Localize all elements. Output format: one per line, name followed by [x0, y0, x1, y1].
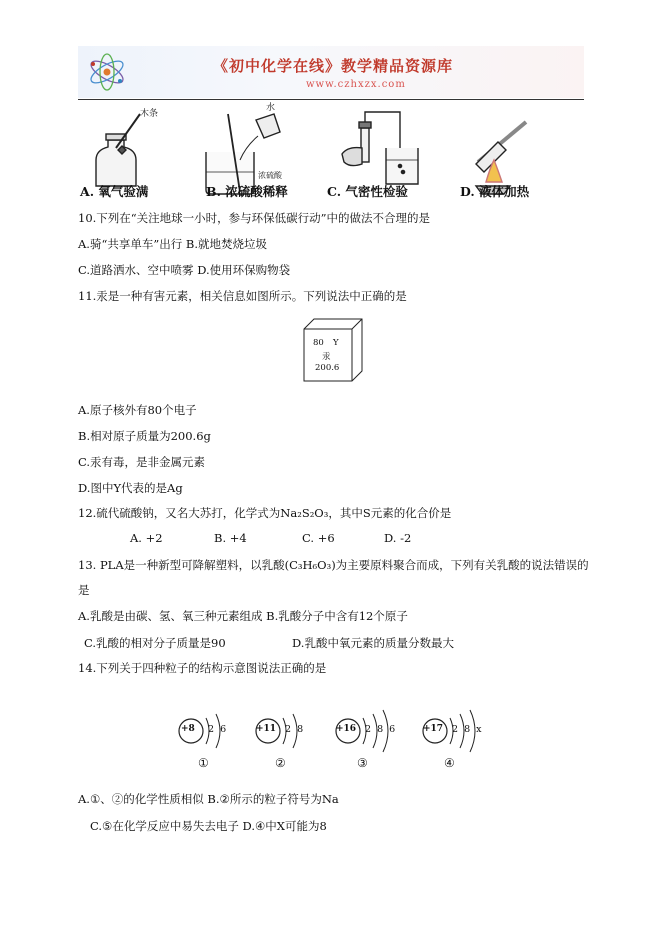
q14-stem: 14.下列关于四种粒子的结构示意图说法正确的是 [78, 661, 327, 675]
q14-line2: C.⑤在化学反应中易失去电子 D.④中X可能为8 [90, 819, 327, 833]
q11-option-d: D.图中Y代表的是Ag [78, 481, 183, 495]
lab-figure [78, 102, 578, 202]
element-cube [303, 318, 363, 384]
q12-option-a: A. +2 [130, 531, 163, 545]
element-name: 汞 [322, 352, 331, 362]
q10-line1: A.骑“共享单车”出行 B.就地焚烧垃圾 [78, 237, 267, 251]
cube-outline-icon [303, 318, 363, 384]
atom-3: +16 2 8 6 ③ [333, 704, 413, 772]
q10-line2: C.道路洒水、空中喷雾 D.使用环保购物袋 [78, 263, 291, 277]
caption-b: B. 浓硫酸稀释 [206, 184, 288, 199]
q11-option-a: A.原子核外有80个电子 [78, 403, 197, 417]
stick-label: 木条 [140, 109, 159, 119]
caption-a: A. 氧气验满 [80, 184, 149, 199]
q13-option-c: C.乳酸的相对分子质量是90 [84, 636, 226, 650]
element-symbol: Y [333, 338, 339, 348]
svg-text:水: 水 [266, 103, 276, 113]
airtight-check-icon [342, 112, 418, 184]
element-mass: 200.6 [315, 363, 340, 373]
atom-4: +17 2 8 x ④ [420, 704, 500, 772]
q14-line1: A.①、②的化学性质相似 B.②所示的粒子符号为Na [78, 792, 339, 806]
svg-text:浓硫酸: 浓硫酸 [258, 171, 282, 180]
q12-option-d: D. -2 [384, 531, 412, 545]
q13-stem-2: 是 [78, 583, 90, 597]
q12-stem: 12.硫代硫酸钠，又名大苏打，化学式为Na₂S₂O₃，其中S元素的化合价是 [78, 506, 452, 520]
molecule-logo-icon [84, 50, 130, 94]
header-url: www.czhxzx.com [306, 79, 406, 90]
header-title: 《初中化学在线》教学精品资源库 [213, 57, 454, 75]
caption-c: C. 气密性检验 [327, 184, 408, 199]
header-rule [78, 99, 584, 100]
q13-line1: A.乳酸是由碳、氢、氧三种元素组成 B.乳酸分子中含有12个原子 [78, 609, 408, 623]
caption-d: D. 液体加热 [460, 184, 530, 199]
q12-option-b: B. +4 [214, 531, 247, 545]
oxygen-bottle-icon [96, 114, 140, 186]
element-number: 80 [313, 338, 324, 348]
atom-1: +8 2 6 ① [176, 708, 246, 772]
q10-stem: 10.下列在“关注地球一小时，参与环保低碳行动”中的做法不合理的是 [78, 211, 431, 225]
atom-2: +11 2 8 ② [253, 708, 323, 772]
q11-option-c: C.汞有毒，是非金属元素 [78, 455, 206, 469]
q13-stem-1: 13. PLA是一种新型可降解塑料，以乳酸(C₃H₆O₃)为主要原料聚合而成，下列有关乳酸的说法错误的 [78, 558, 589, 572]
q13-option-d: D.乳酸中氧元素的质量分数最大 [292, 636, 454, 650]
q11-stem: 11.汞是一种有害元素，相关信息如图所示。下列说法中正确的是 [78, 289, 407, 303]
q12-option-c: C. +6 [302, 531, 335, 545]
header-banner [78, 46, 584, 98]
q11-option-b: B.相对原子质量为200.6g [78, 429, 211, 443]
